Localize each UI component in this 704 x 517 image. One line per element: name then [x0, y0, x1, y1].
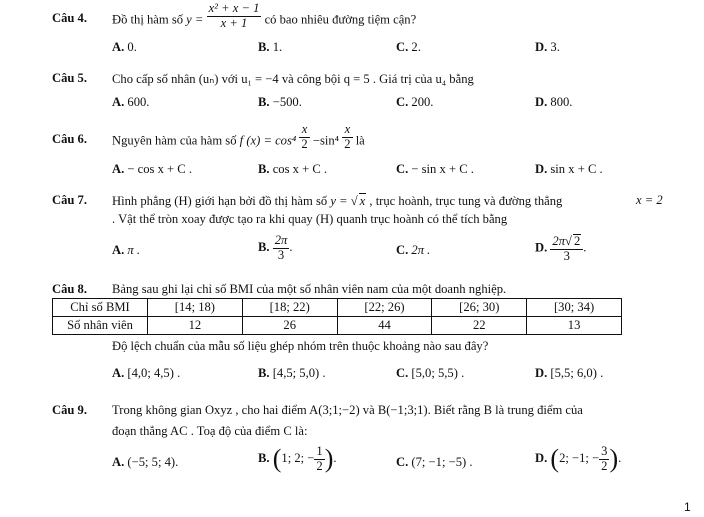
- q9-line-2: đoạn thẳng AC . Toạ độ của điểm C là:: [112, 424, 308, 438]
- q8-question: Độ lệch chuẩn của mẫu số liệu ghép nhóm trên thuộc khoảng nào sau đây?: [112, 339, 489, 353]
- q7-option-a-key: A.: [112, 243, 125, 257]
- q7-x-eq: x = 2: [636, 193, 663, 207]
- q7-option-b-den: 3: [277, 247, 285, 262]
- table-cell: [18; 22): [242, 299, 337, 317]
- q7-option-c-key: C.: [396, 243, 409, 257]
- q5-option-b-val: −500.: [272, 95, 302, 109]
- q5-option-d-val: 800.: [550, 95, 573, 109]
- q9-option-b-open-paren: (: [272, 444, 282, 474]
- q9-option-a-key: A.: [112, 455, 125, 469]
- q5-option-b-key: B.: [258, 95, 270, 109]
- q5-option-c-key: C.: [396, 95, 409, 109]
- q7-option-b-num: 2π: [274, 233, 288, 247]
- q7-line-1-rest: , trục hoành, trục tung và đường thẳng: [369, 194, 563, 208]
- table-cell: [22; 26): [337, 299, 432, 317]
- q4-option-a-val: 0.: [127, 40, 137, 54]
- q4-option-b: [258, 40, 282, 55]
- q5-option-a-val: 600.: [127, 95, 150, 109]
- q4-fraction: [207, 2, 262, 30]
- q7-option-d-fraction: [550, 234, 583, 263]
- q8-option-c-val: [5,0; 5,5) .: [411, 366, 465, 380]
- q9-option-c-val: (7; −1; −5) .: [411, 455, 473, 469]
- q6-number: Câu 6.: [52, 132, 87, 146]
- q9-option-d-open-paren: (: [550, 444, 560, 474]
- q6-fx: f (x) = cos⁴: [239, 133, 297, 148]
- table-cell: 12: [148, 317, 243, 335]
- q6-option-c: [396, 162, 474, 177]
- q9-option-c: [396, 455, 472, 470]
- q7-option-d-dot: .: [583, 240, 587, 255]
- q7-option-a: [112, 243, 140, 258]
- q8-option-b: [258, 366, 326, 381]
- q6-frac2-num: x: [342, 123, 352, 138]
- q6-fraction-2: [342, 123, 352, 151]
- q9-option-b: [258, 445, 337, 473]
- q9-option-c-key: C.: [396, 455, 409, 469]
- table-cell: [26; 30): [432, 299, 527, 317]
- table-cell: 44: [337, 317, 432, 335]
- q6-text-1: Nguyên hàm của hàm số: [112, 133, 237, 148]
- q7-option-d-num: [550, 234, 583, 250]
- q8-option-a: [112, 366, 180, 381]
- q4-option-a: [112, 40, 137, 55]
- q6-option-d: [535, 162, 603, 177]
- q6-option-d-val: sin x + C .: [550, 162, 603, 176]
- q8-option-d-val: [5,5; 6,0) .: [550, 366, 604, 380]
- q9-option-a: [112, 455, 178, 470]
- q7-number: Câu 7.: [52, 193, 87, 207]
- q6-text-2: là: [355, 133, 365, 148]
- q4-option-d: [535, 40, 560, 55]
- q7-option-c-val: 2π .: [411, 243, 431, 257]
- q9-option-b-key: B.: [258, 450, 270, 465]
- q9-option-d: [535, 445, 621, 473]
- bmi-table: [52, 298, 622, 335]
- q9-option-d-close-paren: ): [609, 444, 619, 474]
- q6-frac1-den: 2: [301, 136, 308, 151]
- q7-line-1: [112, 193, 562, 209]
- q7-sqrt-x: x: [359, 194, 366, 208]
- q5-option-c: [396, 95, 433, 110]
- q6-fraction-1: [299, 123, 309, 151]
- q9-option-d-key: D.: [535, 450, 548, 465]
- q7-option-b-dot: .: [289, 239, 293, 254]
- table-cell: 13: [527, 317, 622, 335]
- q7-option-d-key: D.: [535, 240, 548, 255]
- q4-text: [112, 1, 417, 30]
- q8-option-d-key: D.: [535, 366, 548, 380]
- q8-text: Bảng sau ghi lại chỉ số BMI của một số nhân viên nam của một doanh nghiệp.: [112, 282, 507, 296]
- q7-option-d-den: 3: [563, 248, 570, 263]
- q7-option-b: [258, 234, 292, 262]
- q7-line-1-text: Hình phẳng (H) giới hạn bởi đồ thị hàm số: [112, 194, 328, 208]
- q6-option-c-key: C.: [396, 162, 409, 176]
- q4-option-d-key: D.: [535, 40, 548, 54]
- q4-option-c: [396, 40, 421, 55]
- q4-y-eq: y =: [186, 12, 204, 27]
- q7-y-eq: y =: [330, 194, 348, 208]
- q5-option-a: [112, 95, 149, 110]
- q6-frac1-num: x: [299, 123, 309, 138]
- q8-option-b-val: [4,5; 5,0) .: [272, 366, 326, 380]
- q4-option-d-val: 3.: [550, 40, 560, 54]
- q6-option-c-val: − sin x + C .: [411, 162, 474, 176]
- q9-option-d-num: 3: [601, 444, 608, 458]
- q4-option-b-val: 1.: [272, 40, 283, 54]
- table-cell: Số nhân viên: [53, 317, 148, 335]
- table-row: [53, 317, 622, 335]
- table-cell: [14; 18): [148, 299, 243, 317]
- q9-line-1: Trong không gian Oxyz , cho hai điểm A(3;1;−2) và B(−1;3;1). Biết rằng B là trung điểm của: [112, 403, 583, 417]
- q7-option-c: [396, 243, 430, 258]
- q9-option-b-pre: 1; 2; −: [281, 450, 315, 465]
- q9-option-b-num: 1: [316, 444, 323, 458]
- q5-option-b: [258, 95, 302, 110]
- sqrt-icon: √: [565, 234, 572, 248]
- q7-option-a-val: π .: [127, 243, 141, 257]
- q6-option-b-val: cos x + C .: [272, 162, 328, 176]
- q4-text-2: có bao nhiêu đường tiệm cận?: [264, 12, 417, 27]
- sqrt-icon: √: [350, 194, 358, 208]
- q4-option-a-key: A.: [112, 40, 125, 54]
- q4-option-c-val: 2.: [411, 40, 421, 54]
- q8-option-b-key: B.: [258, 366, 270, 380]
- q9-option-d-pre: 2; −1; −: [559, 450, 600, 465]
- q9-option-d-fraction: [599, 445, 609, 473]
- q4-number: Câu 4.: [52, 11, 87, 25]
- q4-option-c-key: C.: [396, 40, 409, 54]
- q6-option-b-key: B.: [258, 162, 270, 176]
- q8-option-c-key: C.: [396, 366, 409, 380]
- q9-option-d-den: 2: [601, 458, 608, 473]
- q8-option-a-key: A.: [112, 366, 125, 380]
- q7-option-d-num-pre: 2π: [552, 234, 566, 248]
- q4-frac-den: x + 1: [220, 15, 248, 30]
- q6-option-a: [112, 162, 192, 177]
- q5-option-d-key: D.: [535, 95, 548, 109]
- q4-option-b-key: B.: [258, 40, 270, 54]
- q6-option-d-key: D.: [535, 162, 548, 176]
- q5-option-d: [535, 95, 572, 110]
- q7-option-d: [535, 234, 586, 263]
- q6-text: [112, 122, 365, 151]
- q9-option-b-dot: .: [333, 450, 337, 465]
- table-cell: 26: [242, 317, 337, 335]
- q6-option-a-val: − cos x + C .: [127, 162, 192, 176]
- q8-option-a-val: [4,0; 4,5) .: [127, 366, 181, 380]
- table-row: [53, 299, 622, 317]
- q7-option-d-num-sqrt: 2: [573, 234, 581, 248]
- q9-number: Câu 9.: [52, 403, 87, 417]
- q8-number: Câu 8.: [52, 282, 87, 296]
- page-number: 1: [684, 500, 691, 514]
- q8-option-c: [396, 366, 464, 381]
- q9-option-b-den: 2: [316, 458, 323, 473]
- q9-option-b-close-paren: ): [324, 444, 334, 474]
- q4-frac-num: x² + x − 1: [208, 1, 260, 15]
- q5-number: Câu 5.: [52, 71, 87, 85]
- q5-option-c-val: 200.: [411, 95, 434, 109]
- q5-text: Cho cấp số nhân (uₙ) với u₁ = −4 và công bội q = 5 . Giá trị của u₄ bằng: [112, 72, 474, 86]
- q9-option-d-dot: .: [618, 450, 622, 465]
- table-cell: 22: [432, 317, 527, 335]
- q9-option-a-val: (−5; 5; 4).: [127, 455, 179, 469]
- q5-option-a-key: A.: [112, 95, 125, 109]
- q6-frac2-den: 2: [344, 136, 351, 151]
- q6-option-b: [258, 162, 327, 177]
- q7-line-2: . Vật thể tròn xoay được tạo ra khi quay (H) quanh trục hoành có thể tích bằng: [112, 212, 508, 226]
- q7-option-b-key: B.: [258, 239, 270, 254]
- q8-option-d: [535, 366, 603, 381]
- table-cell: Chỉ số BMI: [53, 299, 148, 317]
- q6-option-a-key: A.: [112, 162, 125, 176]
- q6-minus-sin: −sin⁴: [312, 133, 340, 148]
- q9-option-b-fraction: [314, 445, 324, 473]
- q4-text-1: Đồ thị hàm số: [112, 12, 184, 27]
- table-cell: [30; 34): [527, 299, 622, 317]
- q7-option-b-fraction: [273, 233, 293, 262]
